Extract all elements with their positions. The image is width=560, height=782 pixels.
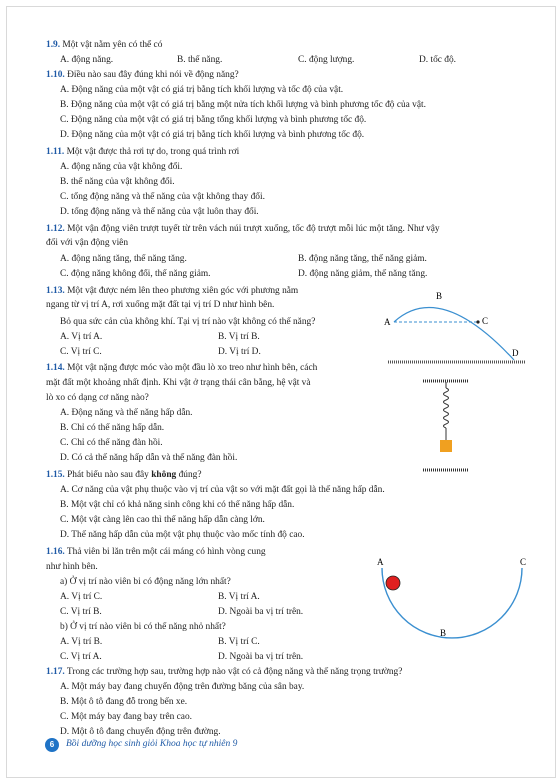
question-1-13-cont: ngang từ vị trí A, rơi xuống mặt đất tại vị trí D như hình bên.: [46, 300, 275, 310]
option: D. Có cả thế năng hấp dẫn và thế năng đàn hồi.: [60, 453, 238, 463]
option: B. Động năng của một vật có giá trị bằng một nửa tích khối lượng và bình phương tốc độ của vật.: [60, 100, 426, 110]
option: B. thế năng của vật không đổi.: [60, 177, 175, 187]
question-1-10: 1.10. Điều nào sau đây đúng khi nói về động năng?: [46, 70, 239, 80]
option: A. Động năng của một vật có giá trị bằng tích khối lượng và tốc độ của vật.: [60, 85, 344, 95]
option: C. động lượng.: [298, 55, 355, 65]
curved-track: [382, 568, 522, 638]
option: D. Thế năng hấp dẫn của một vật phụ thuộc vào mốc tính độ cao.: [60, 530, 305, 540]
question-1-14: 1.14. Một vật nặng được móc vào một đầu lò xo treo như hình bên, cách: [46, 363, 318, 373]
option: A. Động năng và thế năng hấp dẫn.: [60, 408, 193, 418]
question-1-15: 1.15. Phát biểu nào sau đây không đúng?: [46, 470, 202, 480]
option: A. Vị trí A.: [60, 332, 103, 342]
option: C. Vị trí C.: [60, 347, 102, 357]
track-figure: [372, 548, 532, 648]
question-1-12: 1.12. Một vận động viên trượt tuyết từ trên vách núi trượt xuống, tốc độ trượt mỗi lúc một tăng. Như vậy: [46, 224, 440, 234]
option: B. Vị trí B.: [218, 332, 260, 342]
option: C. tổng động năng và thế năng của vật không thay đổi.: [60, 192, 265, 202]
label-b: B: [436, 291, 443, 301]
projectile-figure: [380, 288, 530, 368]
subquestion-a: a) Ở vị trí nào viên bi có động năng lớn nhất?: [60, 577, 231, 587]
question-1-13: 1.13. Một vật được ném lên theo phương xiên góc với phương nằm: [46, 286, 299, 296]
option: B. Một ô tô đang đỗ trong bến xe.: [60, 697, 188, 707]
option: A. động năng.: [60, 55, 114, 65]
footer-title: Bồi dưỡng học sinh giỏi Khoa học tự nhiên 9: [66, 739, 238, 749]
option: C. Động năng của một vật có giá trị bằng tổng khối lượng và bình phương tốc độ.: [60, 115, 367, 125]
option: C. Vị trí A.: [60, 652, 102, 662]
option: D. Một ô tô đang chuyển động trên đường.: [60, 727, 221, 737]
option: B. Vị trí C.: [218, 637, 260, 647]
option: B. Vị trí A.: [218, 592, 260, 602]
option: C. Vị trí B.: [60, 607, 102, 617]
spring-figure: [415, 378, 475, 474]
option: C. động năng không đổi, thế năng giảm.: [60, 269, 211, 279]
option: A. Vị trí B.: [60, 637, 103, 647]
label-a: A: [377, 557, 384, 567]
label-c: C: [482, 316, 489, 326]
option: A. Cơ năng của vật phụ thuộc vào vị trí của vật so với mặt đất gọi là thế năng hấp dẫn.: [60, 485, 385, 495]
page-number: 6: [45, 738, 59, 752]
option: D. Ngoài ba vị trí trên.: [218, 607, 304, 617]
ball: [386, 576, 400, 590]
option: B. thế năng.: [177, 55, 223, 65]
option: C. Một vật càng lên cao thì thế năng hấp dẫn càng lớn.: [60, 515, 265, 525]
option: D. tổng động năng và thế năng của vật luôn thay đổi.: [60, 207, 259, 217]
question-1-11: 1.11. Một vật được thả rơi tự do, trong quá trình rơi: [46, 147, 240, 157]
question-1-13-cont2: Bỏ qua sức cản của không khí. Tại vị trí nào vật không có thế năng?: [60, 317, 316, 327]
label-a: A: [384, 317, 391, 327]
spring: [444, 388, 449, 428]
trajectory-curve: [394, 308, 514, 360]
option: A. Một máy bay đang chuyển động trên đường băng của sân bay.: [60, 682, 305, 692]
option: A. động năng tăng, thế năng tăng.: [60, 254, 187, 264]
label-d: D: [512, 348, 519, 358]
option: D. tốc độ.: [419, 55, 456, 65]
option: A. Vị trí C.: [60, 592, 103, 602]
option: A. động năng của vật không đổi.: [60, 162, 183, 172]
option: B. Một vật chỉ có khả năng sinh công khi có thế năng hấp dẫn.: [60, 500, 295, 510]
question-1-16-cont: như hình bên.: [46, 562, 98, 572]
point-c: [476, 320, 479, 323]
question-1-17: 1.17. Trong các trường hợp sau, trường hợp nào vật có cả động năng và thế năng trọng trường?: [46, 667, 403, 677]
option: B. động năng tăng, thế năng giảm.: [298, 254, 427, 264]
subquestion-b: b) Ở vị trí nào viên bi có thế năng nhỏ nhất?: [60, 622, 226, 632]
weight: [440, 440, 452, 452]
question-1-12-cont: đối với vận động viên: [46, 238, 129, 248]
option: C. Chỉ có thế năng đàn hồi.: [60, 438, 163, 448]
question-1-14-cont: mặt đất một khoảng nhất định. Khi vật ở trạng thái cân bằng, hệ vật và: [46, 378, 311, 388]
option: D. Vị trí D.: [218, 347, 261, 357]
label-b: B: [440, 628, 447, 638]
question-1-9: 1.9. Một vật nằm yên có thể có: [46, 40, 163, 50]
question-1-16: 1.16. Thả viên bi lăn trên một cái máng có hình vòng cung: [46, 547, 266, 557]
option: D. Động năng của một vật có giá trị bằng tích khối lượng và bình phương tốc độ.: [60, 130, 365, 140]
option: D. động năng giảm, thế năng tăng.: [298, 269, 428, 279]
question-1-14-cont2: lò xo có dạng cơ năng nào?: [46, 393, 149, 403]
option: C. Một máy bay đang bay trên cao.: [60, 712, 192, 722]
label-c: C: [520, 557, 527, 567]
option: D. Ngoài ba vị trí trên.: [218, 652, 304, 662]
option: B. Chỉ có thế năng hấp dẫn.: [60, 423, 165, 433]
